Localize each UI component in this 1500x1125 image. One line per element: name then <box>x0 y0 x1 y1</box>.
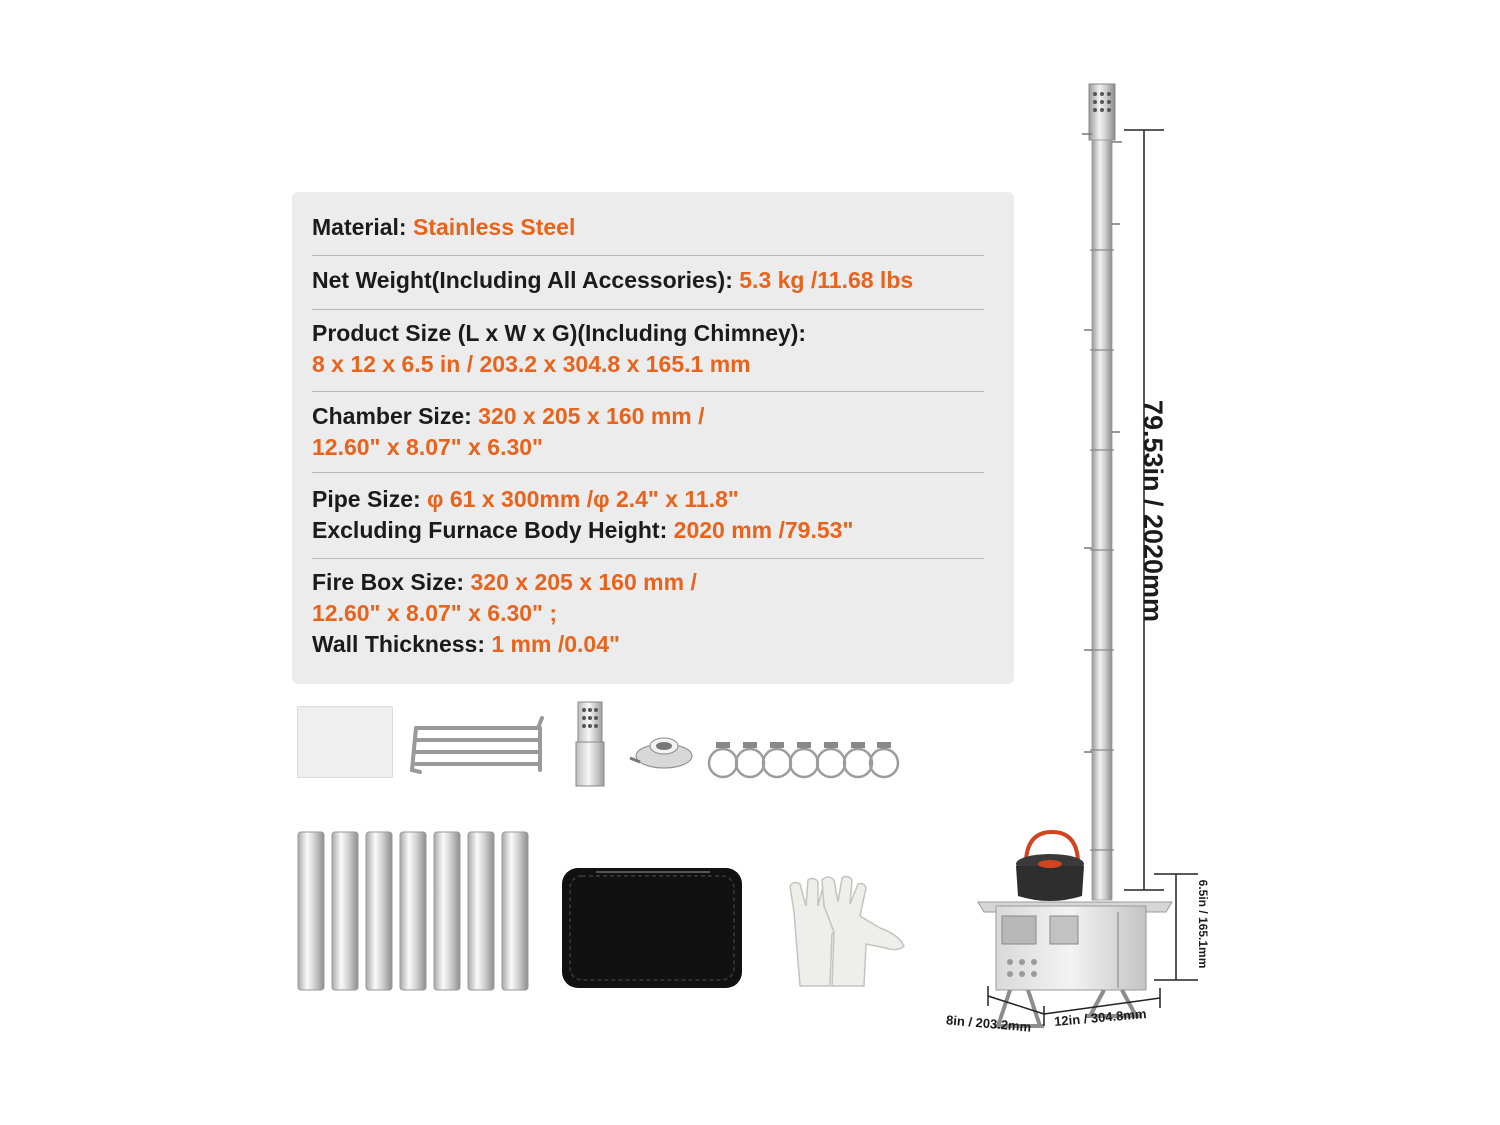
spec-chamber-size <box>312 401 984 463</box>
spec-product-size <box>312 318 984 380</box>
spec-label: Fire Box Size: <box>312 569 465 595</box>
spec-label: Product Size (L x W x G)(Including Chimney): <box>312 320 807 346</box>
carry-bag <box>560 866 744 990</box>
width-label: 12in / 304.8mm <box>1053 1005 1147 1030</box>
spec-pipe-size <box>312 484 984 546</box>
spec-value: 8 x 12 x 6.5 in / 203.2 x 304.8 x 165.1 mm <box>312 351 751 377</box>
chimney-pipe-sections <box>296 830 532 992</box>
pipe-flange <box>626 726 696 772</box>
spec-value: 12.60" x 8.07" x 6.30" <box>312 434 543 460</box>
depth-label: 8in / 203.2mm <box>945 1012 1032 1035</box>
spec-net-weight <box>312 265 984 296</box>
spec-value: 2020 mm /79.53" <box>673 517 854 543</box>
spec-value: 1 mm /0.04" <box>491 631 620 657</box>
spec-label: Chamber Size: <box>312 403 472 429</box>
divider <box>312 558 984 559</box>
divider <box>312 472 984 473</box>
spec-label: Wall Thickness: <box>312 631 485 657</box>
spec-panel <box>292 192 1014 684</box>
chimney-cap <box>570 700 610 790</box>
spec-fire-box <box>312 567 984 660</box>
divider <box>312 255 984 256</box>
spec-label: Net Weight(Including All Accessories): <box>312 267 733 293</box>
spec-material <box>312 212 984 243</box>
spec-value: Stainless Steel <box>412 214 576 240</box>
spec-value: 5.3 kg /11.68 lbs <box>739 267 914 293</box>
drying-rack <box>408 714 548 776</box>
spec-value: 320 x 205 x 160 mm / <box>470 569 697 595</box>
heat-shield-plate <box>297 706 393 778</box>
hose-clamps <box>704 738 900 780</box>
stove-height-label: 6.5in / 165.1mm <box>1196 879 1210 969</box>
spec-label: Pipe Size: <box>312 486 421 512</box>
spec-value: φ 61 x 300mm /φ 2.4" x 11.8" <box>427 486 739 512</box>
stove-with-chimney <box>940 80 1260 1050</box>
spec-value: 320 x 205 x 160 mm / <box>478 403 705 429</box>
divider <box>312 309 984 310</box>
heat-resistant-gloves <box>780 872 908 990</box>
spec-value: 12.60" x 8.07" x 6.30" ; <box>312 600 557 626</box>
total-height-label: 79.53in / 2020mm <box>1138 399 1168 623</box>
spec-label: Excluding Furnace Body Height: <box>312 517 668 543</box>
divider <box>312 391 984 392</box>
spec-label: Material: <box>312 214 407 240</box>
